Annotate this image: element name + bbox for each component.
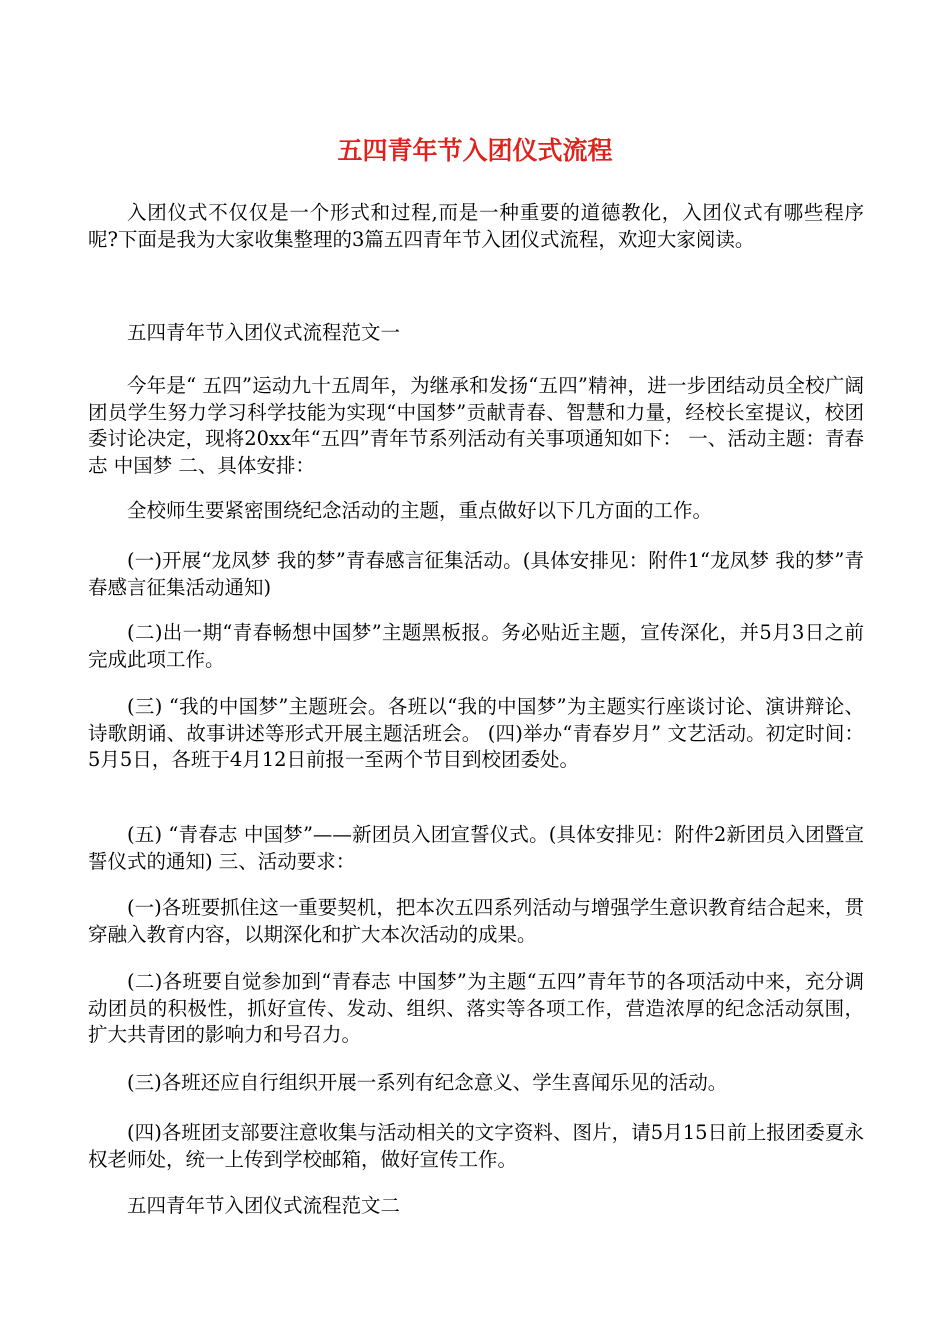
document-title: 五四青年节入团仪式流程 [337,136,613,165]
body-paragraph: (三)各班还应自行组织开展一系列有纪念意义、学生喜闻乐见的活动。 [127,1071,728,1094]
body-paragraph: 全校师生要紧密围绕纪念活动的主题，重点做好以下几方面的工作。 [127,499,713,522]
section-heading-sample-two: 五四青年节入团仪式流程范文二 [127,1194,401,1217]
body-paragraph: (五) “青春志 中国梦”——新团员入团宣誓仪式。(具体安排见：附件2新团员入团暨宣誓仪式的通知) 三、活动要求： [88,823,864,873]
section-heading-sample-one: 五四青年节入团仪式流程范文一 [127,321,401,344]
body-paragraph: (二)各班要自觉参加到“青春志 中国梦”为主题“五四”青年节的各项活动中来，充分调动团员的积极性，抓好宣传、发动、组织、落实等各项工作，营造浓厚的纪念活动氛围，扩大共青团的影响力和号召力。 [88,970,864,1046]
body-paragraph: (四)各班团支部要注意收集与活动相关的文字资料、图片，请5月15日前上报团委夏永权老师处，统一上传到学校邮箱，做好宣传工作。 [88,1121,864,1171]
body-paragraph: (二)出一期“青春畅想中国梦”主题黑板报。务必贴近主题，宣传深化，并5月3日之前完成此项工作。 [88,621,864,671]
intro-paragraph: 入团仪式不仅仅是一个形式和过程,而是一种重要的道德教化，入团仪式有哪些程序呢?下面是我为大家收集整理的3篇五四青年节入团仪式流程，欢迎大家阅读。 [88,201,864,251]
body-paragraph: (一)各班要抓住这一重要契机，把本次五四系列活动与增强学生意识教育结合起来，贯穿融入教育内容，以期深化和扩大本次活动的成果。 [88,896,864,946]
body-paragraph: 今年是“ 五四”运动九十五周年，为继承和发扬“五四”精神，进一步团结动员全校广阔团员学生努力学习科学技能为实现“中国梦”贡献青春、智慧和力量，经校长室提议，校团委讨论决定，现将20xx年“五四”青年节系列活动有关事项通知如下： 一、活动主题：青春志 中国梦 二、具体安排： [88,374,864,477]
body-paragraph: (一)开展“龙凤梦 我的梦”青春感言征集活动。(具体安排见：附件1“龙凤梦 我的梦”青春感言征集活动通知) [88,549,864,599]
body-paragraph: (三) “我的中国梦”主题班会。各班以“我的中国梦”为主题实行座谈讨论、演讲辩论、诗歌朗诵、故事讲述等形式开展主题活班会。 (四)举办“青春岁月” 文艺活动。初定时间：5月5日，各班于4月12日前报一至两个节目到校团委处。 [88,695,864,771]
